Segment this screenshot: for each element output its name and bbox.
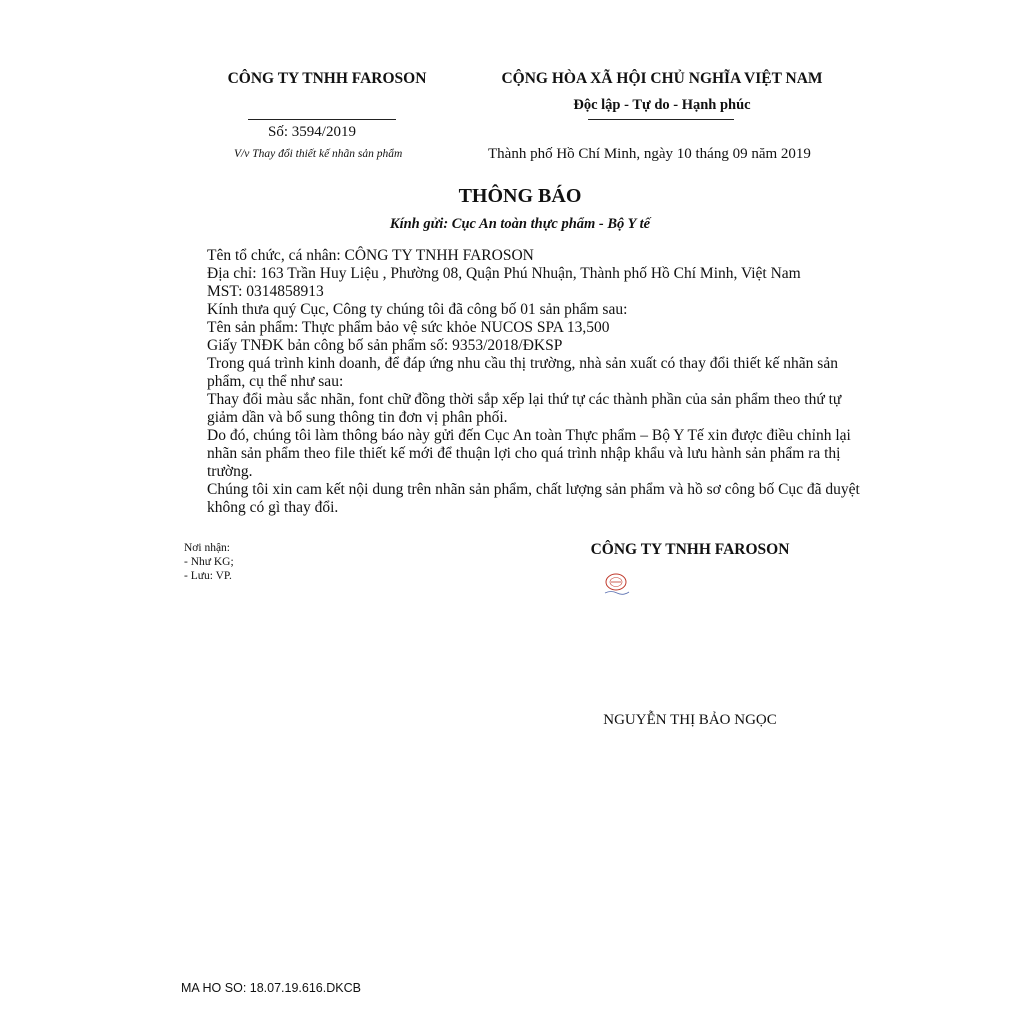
document-title: THÔNG BÁO: [458, 185, 582, 207]
body-line: Do đó, chúng tôi làm thông báo này gửi đến Cục An toàn Thực phẩm – Bộ Y Tế xin được điều chỉnh lại nhãn sản phẩm theo file thiết kế mới để thuận lợi cho quá trình nhập khẩu và lưu hành sản phẩm ra thị trường.: [207, 427, 851, 480]
recipient-item: - Lưu: VP.: [184, 570, 232, 582]
header-left-divider: [248, 119, 396, 120]
body-line: Thay đổi màu sắc nhãn, font chữ đồng thời sắp xếp lại thứ tự các thành phần của sản phẩm theo thứ tự giảm dần và bổ sung thông tin đơn vị phân phối.: [207, 391, 842, 426]
header-right-divider: [588, 119, 734, 120]
record-code: MA HO SO: 18.07.19.616.DKCB: [181, 981, 361, 995]
body-line: Giấy TNĐK bản công bố sản phẩm số: 9353/2018/ĐKSP: [207, 337, 563, 354]
body-line: Trong quá trình kinh doanh, để đáp ứng nhu cầu thị trường, nhà sản xuất có thay đổi thiết kế nhãn sản phẩm, cụ thể như sau:: [207, 355, 838, 390]
document-number: Số: 3594/2019: [268, 124, 356, 140]
national-motto: Độc lập - Tự do - Hạnh phúc: [573, 97, 751, 113]
body-line: Chúng tôi xin cam kết nội dung trên nhãn sản phẩm, chất lượng sản phẩm và hồ sơ công bố Cục đã duyệt không có gì thay đổi.: [207, 481, 860, 516]
recipients-label: Nơi nhận:: [184, 542, 231, 554]
notice-body: [207, 247, 867, 517]
body-line: Địa chỉ: 163 Trần Huy Liệu , Phường 08, Quận Phú Nhuận, Thành phố Hồ Chí Minh, Việt Nam: [207, 265, 801, 282]
company-stamp-icon: [597, 572, 637, 598]
body-line: Tên sản phẩm: Thực phẩm bảo vệ sức khỏe NUCOS SPA 13,500: [207, 319, 610, 336]
place-date: Thành phố Hồ Chí Minh, ngày 10 tháng 09 năm 2019: [488, 146, 811, 162]
body-line: MST: 0314858913: [207, 283, 324, 300]
recipient-item: - Như KG;: [184, 556, 234, 568]
document-subject: V/v Thay đổi thiết kế nhãn sản phẩm: [234, 148, 403, 160]
body-line: Tên tổ chức, cá nhân: CÔNG TY TNHH FAROSON: [207, 247, 534, 264]
company-name-header: CÔNG TY TNHH FAROSON: [227, 70, 427, 87]
recipients-block: [184, 541, 234, 583]
body-line: Kính thưa quý Cục, Công ty chúng tôi đã công bố 01 sản phẩm sau:: [207, 301, 628, 318]
recipient-line: Kính gửi: Cục An toàn thực phẩm - Bộ Y tế: [389, 216, 651, 232]
signature-company: CÔNG TY TNHH FAROSON: [590, 541, 790, 558]
republic-title: CỘNG HÒA XÃ HỘI CHỦ NGHĨA VIỆT NAM: [501, 70, 823, 87]
signatory-name: NGUYỄN THỊ BẢO NGỌC: [603, 712, 777, 728]
